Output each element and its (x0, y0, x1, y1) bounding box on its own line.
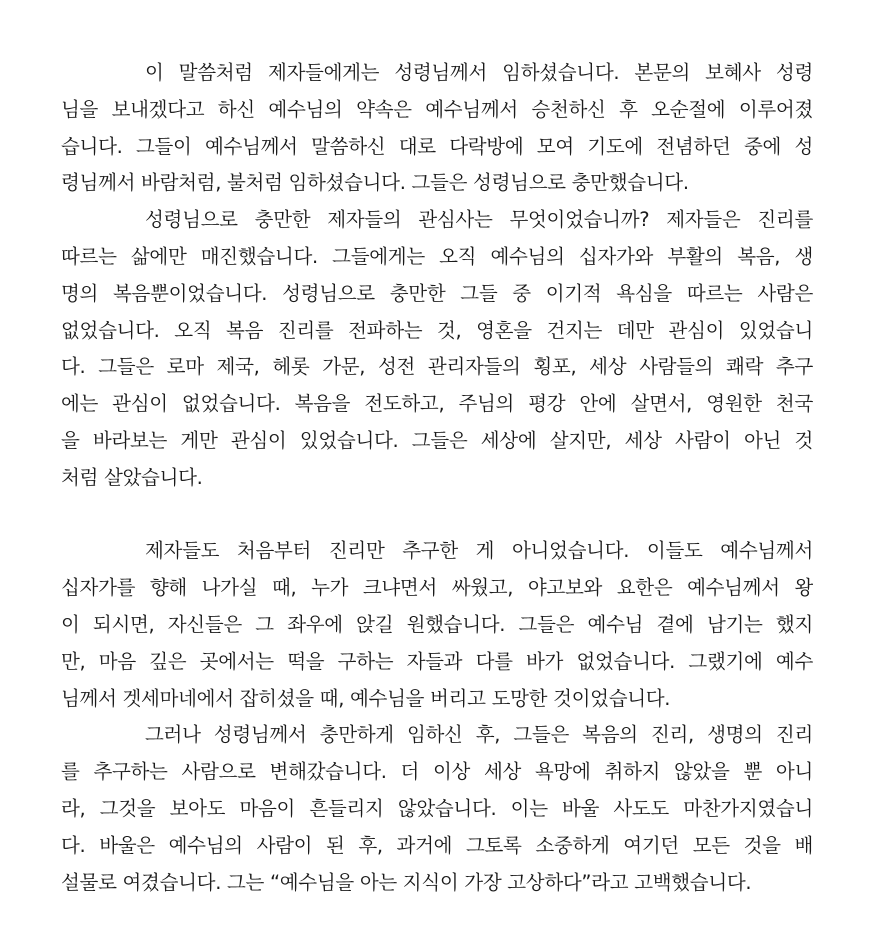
text-line: 이 말씀처럼 제자들에게는 성령님께서 임하셨습니다. 본문의 보혜사 성령 (145, 61, 813, 84)
text-line: 제자들도 처음부터 진리만 추구한 게 아니었습니다. 이들도 예수님께서 (145, 539, 813, 563)
text-line: 를 추구하는 사람으로 변해갔습니다. 더 이상 세상 욕망에 취하지 않았을 뿐 아니 (61, 760, 813, 784)
text-line: 습니다. 그들이 예수님께서 말씀하신 대로 다락방에 모여 기도에 전념하던 중에 성 (61, 134, 813, 158)
text-line: 처럼 살았습니다. (61, 465, 203, 489)
text-line: 성령님으로 충만한 제자들의 관심사는 무엇이었습니까? 제자들은 진리를 (145, 208, 813, 232)
text-line: 설물로 여겼습니다. 그는 “예수님을 아는 지식이 가장 고상하다”라고 고백했습니다. (61, 870, 752, 894)
paragraph-1 (61, 55, 813, 202)
paragraph-3 (61, 533, 813, 717)
text-line: 그러나 성령님께서 충만하게 임하신 후, 그들은 복음의 진리, 생명의 진리 (145, 723, 813, 747)
text-line: 없었습니다. 오직 복음 진리를 전파하는 것, 영혼을 건지는 데만 관심이 있었습니 (61, 318, 813, 342)
text-line: 십자가를 향해 나가실 때, 누가 크냐면서 싸웠고, 야고보와 요한은 예수님께서 왕 (61, 576, 813, 600)
text-line: 다. 그들은 로마 제국, 헤롯 가문, 성전 관리자들의 횡포, 세상 사람들의 쾌락 추구 (61, 355, 813, 379)
text-line: 만, 마음 깊은 곳에서는 떡을 구하는 자들과 다를 바가 없었습니다. 그랬기에 예수 (61, 649, 813, 673)
text-line: 따르는 삶에만 매진했습니다. 그들에게는 오직 예수님의 십자가와 부활의 복음, 생 (61, 244, 813, 268)
text-line: 이 되시면, 자신들은 그 좌우에 앉길 원했습니다. 그들은 예수님 곁에 남기는 했지 (61, 612, 813, 636)
text-line: 님께서 겟세마네에서 잡히셨을 때, 예수님을 버리고 도망한 것이었습니다. (61, 686, 671, 710)
text-line: 명의 복음뿐이었습니다. 성령님으로 충만한 그들 중 이기적 욕심을 따르는 사람은 (61, 281, 813, 305)
paragraph-2 (61, 202, 813, 496)
text-line: 다. 바울은 예수님의 사람이 된 후, 과거에 그토록 소중하게 여기던 모든 것을 배 (61, 833, 813, 857)
text-line: 에는 관심이 없었습니다. 복음을 전도하고, 주님의 평강 안에 살면서, 영원한 천국 (61, 392, 813, 416)
paragraph-4 (61, 717, 813, 901)
text-line: 님을 보내겠다고 하신 예수님의 약속은 예수님께서 승천하신 후 오순절에 이루어졌 (61, 97, 813, 121)
text-line: 라, 그것을 보아도 마음이 흔들리지 않았습니다. 이는 바울 사도도 마찬가지였습니 (61, 796, 813, 820)
document-page (61, 55, 813, 901)
text-line: 을 바라보는 게만 관심이 있었습니다. 그들은 세상에 살지만, 세상 사람이 아닌 것 (61, 428, 813, 452)
paragraph-gap (61, 497, 813, 534)
text-line: 령님께서 바람처럼, 불처럼 임하셨습니다. 그들은 성령님으로 충만했습니다. (61, 171, 689, 195)
